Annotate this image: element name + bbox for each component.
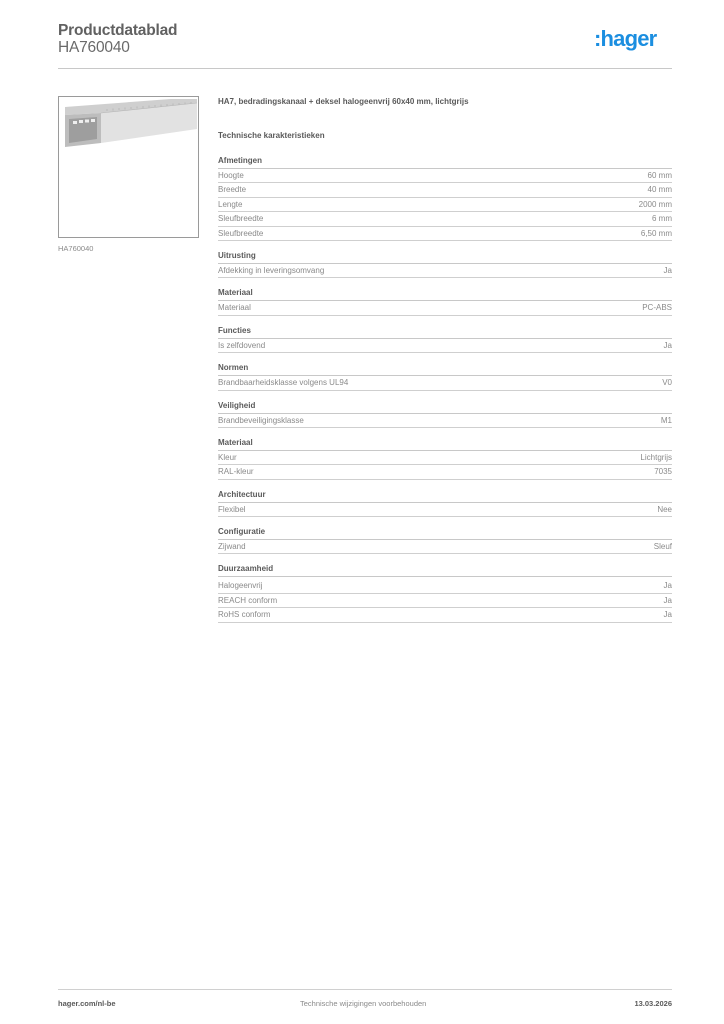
tech-characteristics-heading: Technische karakteristieken [218, 131, 325, 140]
spec-label: Afdekking in leveringsomvang [218, 265, 325, 275]
spec-value: Ja [663, 610, 672, 620]
spec-row [218, 451, 672, 465]
section-uitrusting [218, 250, 672, 278]
product-image [58, 96, 199, 238]
spec-value: 60 mm [647, 171, 672, 180]
section-functies [218, 325, 672, 353]
spec-value: Ja [663, 265, 672, 275]
spec-value: 40 mm [647, 185, 672, 195]
spec-row [218, 301, 672, 315]
spec-value: Ja [663, 581, 672, 591]
section-title: Configuratie [218, 526, 672, 540]
specifications-table [218, 155, 672, 632]
spec-row [218, 540, 672, 554]
spec-row [218, 594, 672, 608]
cable-duct-icon [61, 99, 198, 159]
spec-label: Hoogte [218, 171, 244, 180]
product-code: HA760040 [58, 39, 130, 56]
spec-value: Nee [657, 504, 672, 514]
section-materiaal [218, 287, 672, 315]
spec-label: Flexibel [218, 504, 246, 514]
section-configuratie [218, 526, 672, 554]
spec-label: Lengte [218, 199, 243, 209]
spec-row [218, 183, 672, 197]
spec-label: Materiaal [218, 303, 251, 313]
spec-row [218, 169, 672, 183]
spec-row [218, 264, 672, 278]
spec-value: V0 [662, 378, 672, 388]
spec-row [218, 212, 672, 226]
spec-value: M1 [660, 415, 672, 425]
section-normen [218, 362, 672, 390]
spec-row [218, 376, 672, 390]
footer-disclaimer: Technische wijzigingen voorbehouden [300, 999, 427, 1008]
footer-website-link[interactable]: hager.com/nl-be [58, 999, 116, 1008]
section-architectuur [218, 489, 672, 517]
section-title: Materiaal [218, 437, 672, 451]
spec-label: Kleur [218, 452, 237, 462]
section-title: Veiligheid [218, 400, 672, 414]
section-afmetingen [218, 155, 672, 241]
spec-value: Sleuf [653, 542, 672, 552]
section-title: Uitrusting [218, 250, 672, 264]
spec-label: Brandbeveiligingsklasse [218, 415, 304, 425]
spec-label: Is zelfdovend [218, 340, 266, 350]
section-materiaal-kleur [218, 437, 672, 480]
spec-row [218, 414, 672, 428]
section-title: Duurzaamheid [218, 563, 672, 577]
spec-label: Brandbaarheidsklasse volgens UL94 [218, 378, 349, 388]
image-caption: HA760040 [58, 244, 94, 253]
hager-logo: :hager [594, 26, 657, 51]
spec-value: Ja [663, 595, 672, 605]
spec-value: Lichtgrijs [640, 452, 672, 462]
spec-label: Zijwand [218, 542, 246, 552]
spec-value: PC-ABS [642, 303, 672, 313]
product-description: HA7, bedradingskanaal + deksel halogeenvrij 60x40 mm, lichtgrijs [218, 97, 469, 106]
page-title: Productdatablad [58, 22, 178, 39]
section-title: Normen [218, 362, 672, 376]
section-title: Afmetingen [218, 155, 672, 169]
section-title: Architectuur [218, 489, 672, 503]
spec-label: Sleufbreedte [218, 214, 264, 224]
spec-value: 6,50 mm [640, 228, 672, 238]
section-veiligheid [218, 400, 672, 428]
spec-value: Ja [663, 340, 672, 350]
spec-row [218, 503, 672, 517]
section-duurzaamheid [218, 563, 672, 622]
spec-value: 6 mm [652, 214, 672, 224]
spec-label: RAL-kleur [218, 467, 254, 477]
spec-row [218, 579, 672, 593]
spec-row [218, 608, 672, 622]
spec-label: Sleufbreedte [218, 228, 264, 238]
section-title: Materiaal [218, 287, 672, 301]
spec-label: RoHS conform [218, 610, 271, 620]
spec-label: REACH conform [218, 595, 278, 605]
spec-row [218, 465, 672, 479]
spec-row [218, 339, 672, 353]
spec-row [218, 227, 672, 241]
spec-value: 7035 [654, 467, 672, 477]
section-title: Functies [218, 325, 672, 339]
spec-label: Breedte [218, 185, 247, 195]
footer-divider [58, 989, 672, 990]
spec-value: 2000 mm [638, 199, 672, 209]
spec-label: Halogeenvrij [218, 581, 263, 591]
spec-row [218, 198, 672, 212]
footer-date: 13.03.2026 [634, 999, 672, 1008]
header-divider [58, 68, 672, 69]
